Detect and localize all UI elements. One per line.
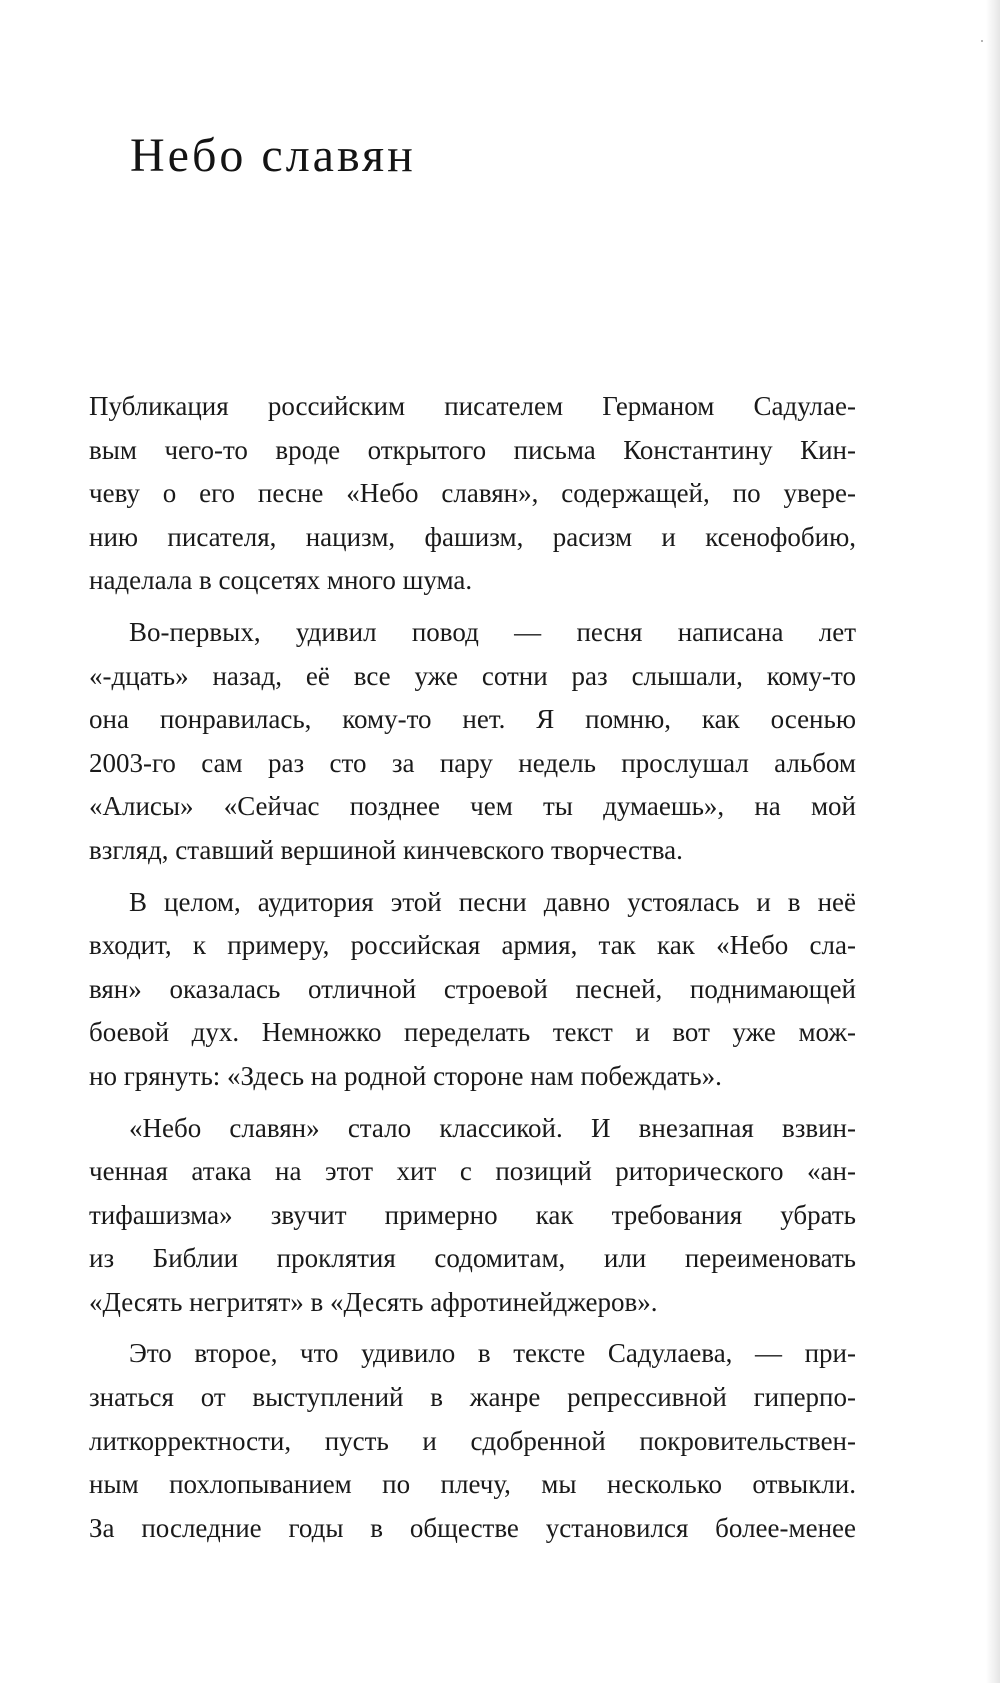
text-line: взгляд, ставший вершиной кинчевского творчества.	[89, 834, 683, 865]
text-line: «-дцать» назад, её все уже сотни раз слышали, кому-то	[89, 660, 856, 691]
paragraph-1	[89, 385, 856, 603]
text-line: 2003-го сам раз сто за пару недель прослушал альбом	[89, 747, 856, 778]
text-line: нию писателя, нацизм, фашизм, расизм и ксенофобию,	[89, 521, 856, 552]
text-line: За последние годы в обществе установился более-менее	[89, 1512, 856, 1543]
text-line: «Небо славян» стало классикой. И внезапная взвин-	[129, 1112, 856, 1143]
paragraph-4	[89, 1107, 856, 1325]
text-line: вым чего-то вроде открытого письма Константину Кин-	[89, 434, 856, 465]
body-text	[89, 385, 856, 1558]
text-line: боевой дух. Немножко переделать текст и вот уже мож-	[89, 1017, 856, 1048]
text-line: тифашизма» звучит примерно как требования убрать	[89, 1199, 856, 1230]
text-line: «Алисы» «Сейчас позднее чем ты думаешь», на мой	[89, 791, 856, 822]
text-line: В целом, аудитория этой песни давно устоялась и в неё	[129, 886, 856, 917]
text-line: Публикация российским писателем Германом Садулае-	[89, 391, 856, 421]
text-line: вян» оказалась отличной строевой песней, поднимающей	[89, 973, 856, 1004]
paragraph-5	[89, 1332, 856, 1550]
page-edge-shadow	[986, 0, 1000, 1683]
scan-speck	[981, 40, 983, 42]
text-line: наделала в соцсетях много шума.	[89, 565, 473, 596]
chapter-title: Небо славян	[130, 129, 416, 182]
text-line: из Библии проклятия содомитам, или переименовать	[89, 1243, 856, 1274]
text-line: ченная атака на этот хит с позиций риторического «ан-	[89, 1156, 856, 1187]
text-line: ным похлопыванием по плечу, мы несколько отвыкли.	[89, 1469, 856, 1500]
text-line: знаться от выступлений в жанре репрессивной гиперпо-	[89, 1382, 856, 1413]
text-line: литкорректности, пусть и сдобренной покровительствен-	[89, 1425, 856, 1456]
paragraph-2	[89, 611, 856, 873]
text-line: Во-первых, удивил повод — песня написана лет	[129, 616, 856, 647]
paragraph-3	[89, 881, 856, 1099]
text-line: чеву о его песне «Небо славян», содержащей, по увере-	[89, 478, 856, 509]
text-line: Это второе, что удивило в тексте Садулаева, — при-	[129, 1338, 856, 1369]
text-line: входит, к примеру, российская армия, так как «Небо сла-	[89, 930, 856, 961]
text-line: «Десять негритят» в «Десять афротинейджеров».	[89, 1286, 658, 1317]
text-line: она понравилась, кому-то нет. Я помню, как осенью	[89, 704, 856, 735]
text-line: но грянуть: «Здесь на родной стороне нам побеждать».	[89, 1060, 722, 1091]
